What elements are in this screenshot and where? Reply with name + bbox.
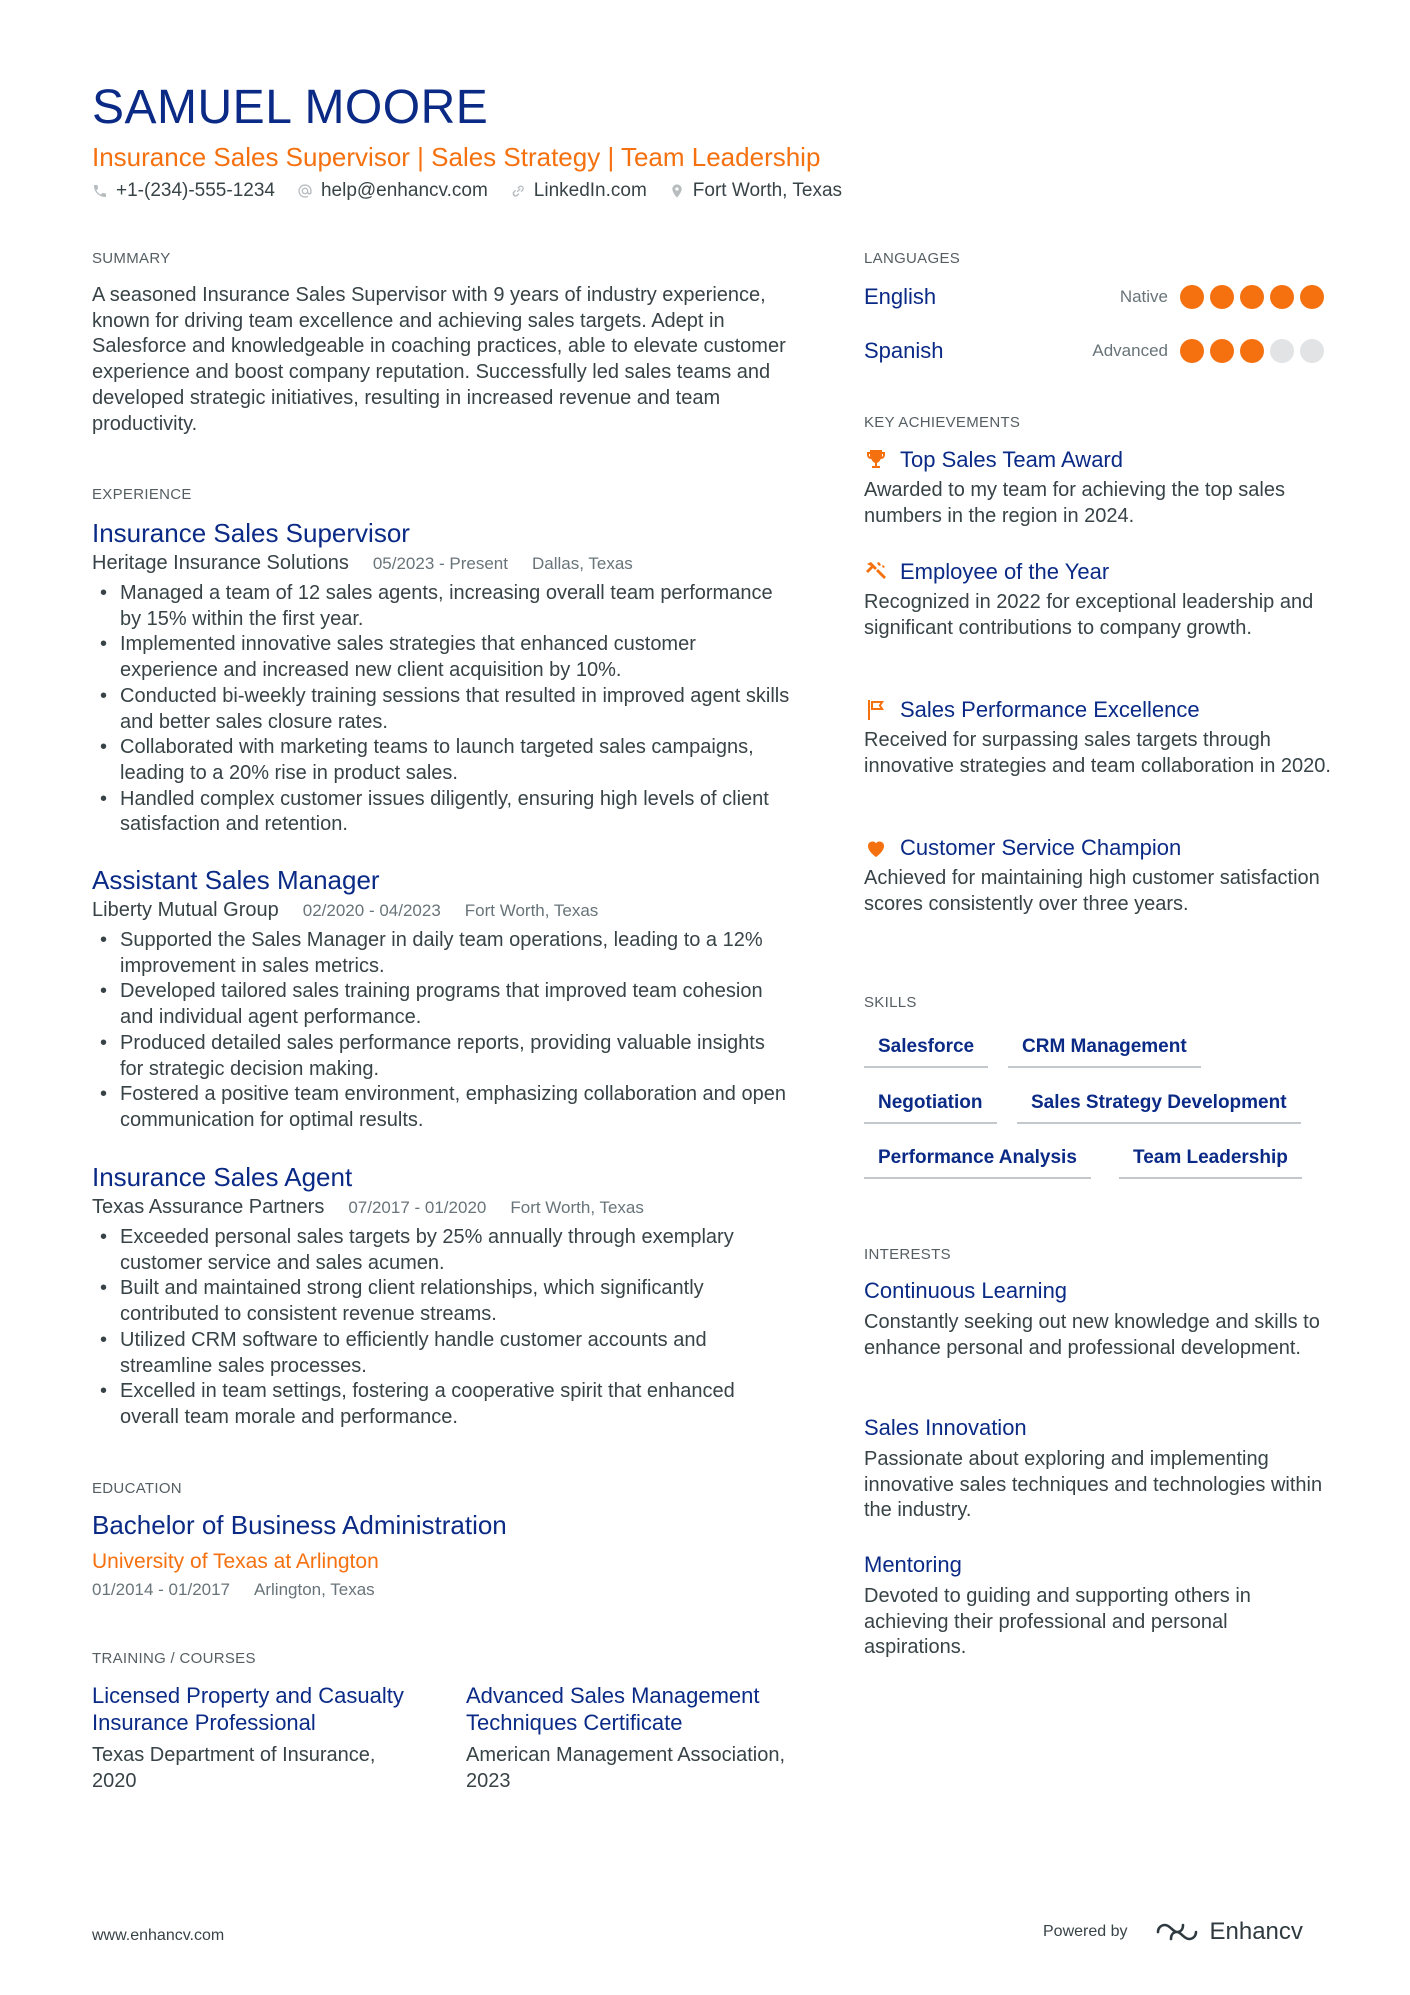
achievement-title: Employee of the Year xyxy=(900,559,1110,584)
skill-tag: Team Leadership xyxy=(1119,1147,1302,1179)
job-location: Fort Worth, Texas xyxy=(464,901,599,920)
language-level: Native xyxy=(1119,287,1168,306)
achievement-title: Sales Performance Excellence xyxy=(900,697,1200,722)
phone-icon xyxy=(92,183,108,199)
company-name: Liberty Mutual Group xyxy=(92,899,279,921)
experience-item xyxy=(92,863,792,1134)
company-name: Texas Assurance Partners xyxy=(92,1196,325,1218)
job-meta xyxy=(92,550,792,577)
course-provider: American Management Association, 2023 xyxy=(466,1744,786,1792)
contact-email[interactable] xyxy=(297,180,488,202)
interest-desc: Devoted to guiding and supporting others in achieving their professional and personal aspirations. xyxy=(864,1585,1251,1659)
footer-branding xyxy=(1043,1918,1303,1946)
job-meta xyxy=(92,1194,792,1221)
achievement-desc: Recognized in 2022 for exceptional leadership and significant contributions to company growth. xyxy=(864,591,1314,639)
training-heading: TRAINING / COURSES xyxy=(92,1650,256,1667)
job-dates: 07/2017 - 01/2020 xyxy=(348,1198,487,1217)
achievement-item xyxy=(864,556,1334,641)
rating-dot-filled xyxy=(1210,339,1234,363)
at-icon xyxy=(297,183,313,199)
job-location: Dallas, Texas xyxy=(531,554,633,573)
education-heading: EDUCATION xyxy=(92,1480,182,1497)
course-title: Licensed Property and Casualty Insurance Professional xyxy=(92,1683,404,1735)
achievement-desc: Achieved for maintaining high customer satisfaction scores consistently over three years. xyxy=(864,867,1320,915)
interest-desc: Constantly seeking out new knowledge and skills to enhance personal and professional development. xyxy=(864,1311,1320,1359)
skill-tag: Negotiation xyxy=(864,1092,997,1124)
brand-logo[interactable] xyxy=(1154,1918,1303,1946)
job-title: Assistant Sales Manager xyxy=(92,865,380,895)
achievement-title: Top Sales Team Award xyxy=(900,447,1123,472)
job-bullets xyxy=(92,581,792,838)
achievement-item xyxy=(864,832,1334,917)
job-location: Fort Worth, Texas xyxy=(510,1198,644,1217)
interest-desc: Passionate about exploring and implementing innovative sales techniques and technologies within the industry. xyxy=(864,1448,1323,1522)
job-bullets xyxy=(92,1225,792,1431)
contact-bar xyxy=(92,180,842,202)
experience-item xyxy=(92,516,792,838)
powered-by-text: Powered by xyxy=(1043,1923,1128,1940)
course-item xyxy=(466,1682,796,1794)
footer-website[interactable]: www.enhancv.com xyxy=(92,1927,225,1944)
achievement-item xyxy=(864,694,1334,779)
bullet-item: • Developed tailored sales training programs that improved team cohesion and individual agent performance. xyxy=(92,979,792,1030)
skill-tag: Performance Analysis xyxy=(864,1147,1091,1179)
language-item xyxy=(864,282,1324,312)
achievement-desc: Received for surpassing sales targets through innovative strategies and team collaboration in 2020. xyxy=(864,729,1331,777)
phone-text: +1-(234)-555-1234 xyxy=(116,180,275,201)
education-dates: 01/2014 - 01/2017 xyxy=(92,1580,231,1599)
job-dates: 02/2020 - 04/2023 xyxy=(302,901,441,920)
rating-dot-filled xyxy=(1240,339,1264,363)
language-level: Advanced xyxy=(1092,341,1168,360)
language-rating xyxy=(1180,285,1324,309)
rating-dot-empty xyxy=(1270,339,1294,363)
course-provider: Texas Department of Insurance, 2020 xyxy=(92,1744,376,1792)
bullet-item: • Managed a team of 12 sales agents, increasing overall team performance by 15% within the first year. xyxy=(92,581,792,632)
achievement-desc: Awarded to my team for achieving the top sales numbers in the region in 2024. xyxy=(864,479,1285,527)
interest-item xyxy=(864,1550,1334,1661)
email-text: help@enhancv.com xyxy=(320,180,488,201)
language-item xyxy=(864,336,1324,366)
skill-tag: Sales Strategy Development xyxy=(1017,1092,1301,1124)
rating-dot-filled xyxy=(1240,285,1264,309)
course-title: Advanced Sales Management Techniques Certificate xyxy=(466,1683,760,1735)
language-name: Spanish xyxy=(864,338,944,363)
bullet-item: • Excelled in team settings, fostering a cooperative spirit that enhanced overall team morale and performance. xyxy=(92,1379,792,1430)
job-title: Insurance Sales Agent xyxy=(92,1162,353,1192)
contact-linkedin[interactable] xyxy=(510,180,647,202)
rating-dot-filled xyxy=(1270,285,1294,309)
headline: Insurance Sales Supervisor | Sales Strategy | Team Leadership xyxy=(92,142,821,172)
interest-title: Sales Innovation xyxy=(864,1415,1027,1440)
bullet-item: • Utilized CRM software to efficiently handle customer accounts and streamline sales processes. xyxy=(92,1328,792,1379)
link-icon xyxy=(510,183,526,199)
rating-dot-filled xyxy=(1180,339,1204,363)
candidate-name: SAMUEL MOORE xyxy=(92,81,489,134)
bullet-item: • Implemented innovative sales strategies that enhanced customer experience and increased new client acquisition by 10%. xyxy=(92,632,792,683)
bullet-item: • Exceeded personal sales targets by 25% annually through exemplary customer service and sales acumen. xyxy=(92,1225,792,1276)
bullet-item: • Handled complex customer issues diligently, ensuring high levels of client satisfaction and retention. xyxy=(92,787,792,838)
skill-tag: Salesforce xyxy=(864,1036,988,1068)
bullet-item: • Produced detailed sales performance reports, providing valuable insights for strategic decision making. xyxy=(92,1031,792,1082)
interest-item xyxy=(864,1276,1334,1361)
rating-dot-empty xyxy=(1300,339,1324,363)
school-name: University of Texas at Arlington xyxy=(92,1550,379,1573)
bullet-item: • Built and maintained strong client relationships, which significantly contributed to consistent revenue streams. xyxy=(92,1276,792,1327)
experience-heading: EXPERIENCE xyxy=(92,486,192,503)
summary-text: A seasoned Insurance Sales Supervisor with 9 years of industry experience, known for driving team excellence and achieving sales targets. Adept in Salesforce and knowledgeable in coaching practices, able to elevate customer experience and boost company reputation. Successfully led sales teams and developed strategic initiatives, resulting in increased revenue and team productivity. xyxy=(92,284,786,435)
job-meta xyxy=(92,897,792,924)
skill-tag: CRM Management xyxy=(1008,1036,1201,1068)
bullet-item: • Collaborated with marketing teams to launch targeted sales campaigns, leading to a 20% rise in product sales. xyxy=(92,735,792,786)
achievement-title: Customer Service Champion xyxy=(900,835,1182,860)
education-location: Arlington, Texas xyxy=(254,1580,375,1599)
trophy-icon xyxy=(864,448,888,472)
language-rating xyxy=(1180,339,1324,363)
interests-heading: INTERESTS xyxy=(864,1246,951,1263)
enhancv-logo-icon xyxy=(1154,1919,1200,1945)
job-dates: 05/2023 - Present xyxy=(372,554,508,573)
experience-item xyxy=(92,1160,792,1431)
contact-location xyxy=(669,180,842,202)
rating-dot-filled xyxy=(1210,285,1234,309)
location-text: Fort Worth, Texas xyxy=(692,180,843,201)
rating-dot-filled xyxy=(1180,285,1204,309)
education-meta xyxy=(92,1580,375,1600)
interest-title: Mentoring xyxy=(864,1552,962,1577)
interest-item xyxy=(864,1413,1334,1524)
course-item xyxy=(92,1682,422,1794)
language-name: English xyxy=(864,284,937,309)
flag-icon xyxy=(864,698,888,722)
contact-phone[interactable] xyxy=(92,180,275,202)
brand-name: Enhancv xyxy=(1209,1918,1303,1945)
location-pin-icon xyxy=(669,183,685,199)
heart-icon xyxy=(864,836,888,860)
linkedin-text: LinkedIn.com xyxy=(533,180,647,201)
bullet-item: • Conducted bi-weekly training sessions that resulted in improved agent skills and better sales closure rates. xyxy=(92,684,792,735)
job-title: Insurance Sales Supervisor xyxy=(92,518,410,548)
hammer-icon xyxy=(864,560,888,584)
summary-heading: SUMMARY xyxy=(92,250,171,267)
rating-dot-filled xyxy=(1300,285,1324,309)
company-name: Heritage Insurance Solutions xyxy=(92,552,349,574)
achievements-heading: KEY ACHIEVEMENTS xyxy=(864,414,1021,431)
languages-heading: LANGUAGES xyxy=(864,250,961,267)
bullet-item: • Fostered a positive team environment, emphasizing collaboration and open communication for optimal results. xyxy=(92,1082,792,1133)
degree-title: Bachelor of Business Administration xyxy=(92,1510,507,1540)
skills-heading: SKILLS xyxy=(864,994,917,1011)
bullet-item: • Supported the Sales Manager in daily team operations, leading to a 12% improvement in sales metrics. xyxy=(92,928,792,979)
interest-title: Continuous Learning xyxy=(864,1278,1068,1303)
achievement-item xyxy=(864,444,1334,529)
job-bullets xyxy=(92,928,792,1134)
